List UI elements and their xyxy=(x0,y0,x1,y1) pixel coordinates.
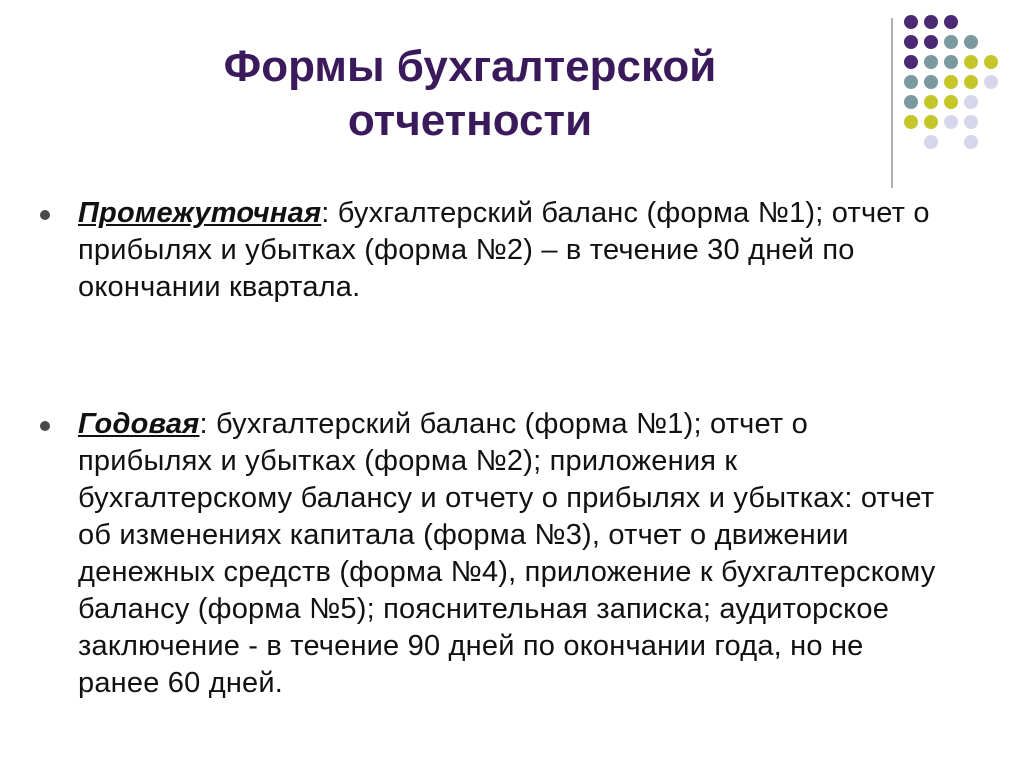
bullet-list xyxy=(40,195,940,702)
bullet-term: Промежуточная xyxy=(78,197,322,229)
bullet-interim xyxy=(40,195,940,306)
decorative-dot xyxy=(964,115,978,129)
decorative-dot xyxy=(924,15,938,29)
decorative-dot xyxy=(924,55,938,69)
title-line-1: Формы бухгалтерской xyxy=(223,42,717,91)
decorative-dot xyxy=(944,55,958,69)
decorative-dot xyxy=(944,35,958,49)
decorative-dot xyxy=(964,75,978,89)
decorative-dot xyxy=(924,135,938,149)
bullet-icon xyxy=(40,210,50,220)
decorative-dot xyxy=(904,115,918,129)
decorative-dot xyxy=(964,95,978,109)
decorative-dot xyxy=(944,75,958,89)
decorative-divider xyxy=(891,18,893,188)
decorative-dot xyxy=(944,15,958,29)
decorative-dot xyxy=(984,75,998,89)
decorative-dot xyxy=(904,15,918,29)
title-line-2: отчетности xyxy=(347,96,593,145)
bullet-text: : бухгалтерский баланс (форма №1); отчет о прибылях и убытках (форма №2); приложения к бухгалтерскому балансу и отчету о прибылях и убытках: отчет об изменениях капитала (форма №3), отчет о движении денежных средств (форма №4), приложение к бухгалтерскому балансу (форма №5); пояснительная записка; аудиторское заключение - в течение 90 дней по окончании года, но не ранее 60 дней. xyxy=(78,408,936,699)
decorative-dot xyxy=(924,115,938,129)
bullet-icon xyxy=(40,421,50,431)
decorative-dot xyxy=(904,35,918,49)
decorative-dot xyxy=(964,35,978,49)
decorative-dot xyxy=(904,55,918,69)
bullet-annual xyxy=(40,406,940,702)
decorative-dot xyxy=(924,75,938,89)
bullet-text: : бухгалтерский баланс (форма №1); отчет о прибылях и убытках (форма №2) – в течение 30 дней по окончании квартала. xyxy=(78,197,930,303)
decorative-dot xyxy=(904,95,918,109)
decorative-dot xyxy=(904,75,918,89)
decorative-dot xyxy=(924,35,938,49)
decorative-dot xyxy=(944,95,958,109)
bullet-term: Годовая xyxy=(78,408,200,440)
decorative-dot xyxy=(964,135,978,149)
dot-grid-icon xyxy=(904,15,1014,165)
decorative-dot xyxy=(964,55,978,69)
decorative-dot xyxy=(984,55,998,69)
decorative-dot xyxy=(944,115,958,129)
slide-title xyxy=(150,40,790,148)
decorative-dot xyxy=(924,95,938,109)
